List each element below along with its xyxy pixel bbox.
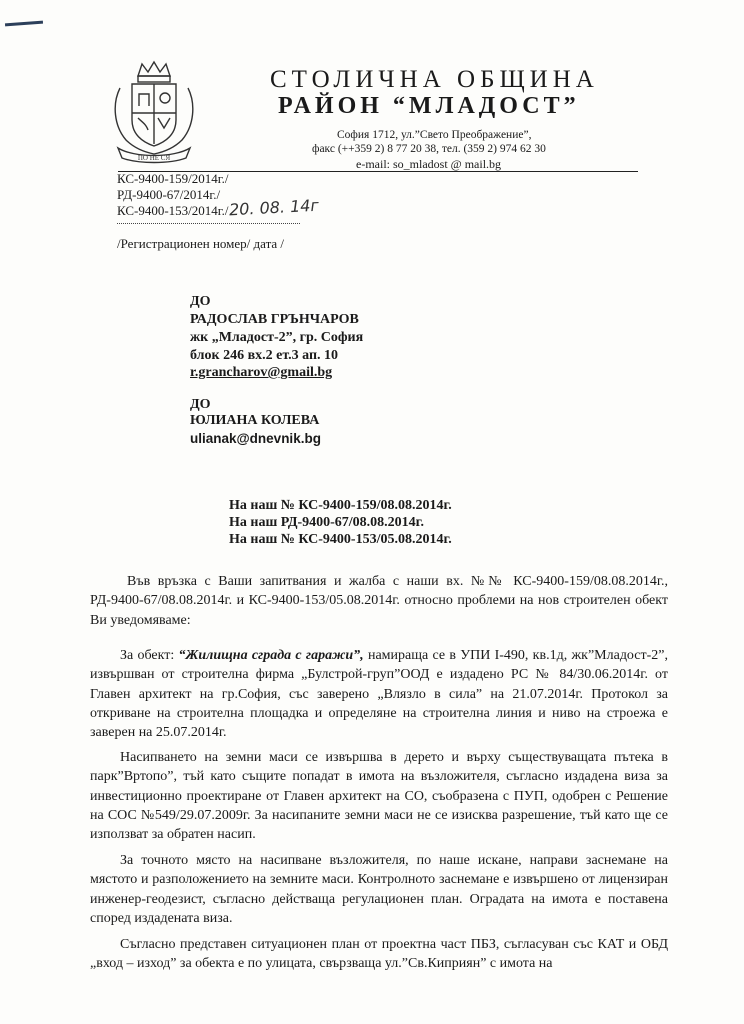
recipient-address: жк „Младост-2”, гр. София [190,330,364,345]
org-fax-phone: факс (++359 2) 8 77 20 38, тел. (359 2) 974 62 30 [312,143,546,155]
body-paragraph: Във връзка с Ваши запитвания и жалба с наши вх. №№ КС-9400-159/08.08.2014г., РД-9400-67/08.08.2014г. и КС-9400-153/05.08.2014г. относно проблеми на нов строителен обект Ви уведомяваме: [90,574,668,628]
our-reference: На наш № КС-9400-159/08.08.2014г. [229,498,452,513]
object-lead: За обект: [120,648,179,663]
org-email: e-mail: so_mladost @ mail.bg [356,157,502,171]
our-reference: На наш № КС-9400-153/05.08.2014г. [229,532,452,547]
registration-label: /Регистрационен номер/ дата / [117,236,285,251]
body-paragraph: За точното място на насипване възложителя, по наше искане, направи заснемане на мястото и разположението на земните маси. Контролното заснемане е извършено от лицензиран инженер-геодезист, съгласно действаща регулационен план. Оградата на имота е поставена според издадената виза. [90,853,668,926]
dotted-line [117,223,300,224]
recipient-email[interactable]: r.grancharov@gmail.bg [190,365,333,380]
body-paragraph: Съгласно представен ситуационен план от проектна част ПБЗ, съгласуван със КАТ и ОБД „вход – изход” за обекта е по улицата, свързваща ул.”Св.Киприян” с имота на [90,937,668,972]
body-paragraph: Насипването на земни маси се извършва в дерето и върху съществуващата пътека в парк”Вртопо”, тъй като същите попадат в имота на възложителя, съгласно издадена виза за инвестиционно проектиране от Главен архитект на СО, съобразена с ПУП, одобрен с Решение на СОС №549/29.07.2009г. За насипаните земни маси не се изисква разрешение, тъй като ще се използват за обратен насип. [90,750,668,843]
sofia-coat-of-arms-icon [108,58,200,166]
district-name: РАЙОН “МЛАДОСТ” [278,93,580,119]
org-name: СТОЛИЧНА ОБЩИНА [270,66,599,93]
body-paragraph [90,646,668,742]
recipient-name: РАДОСЛАВ ГРЪНЧАРОВ [190,312,359,327]
reference-number: КС-9400-153/2014г./ [117,203,229,218]
object-name: “Жилищна сграда с гаражи”, [178,648,364,663]
org-address: София 1712, ул.”Свето Преображение”, [337,129,532,141]
recipient-address: блок 246 вх.2 ет.3 ап. 10 [190,348,339,363]
reference-number: КС-9400-159/2014г./ [117,171,229,186]
reference-number: РД-9400-67/2014г./ [117,187,221,202]
to-label: ДО [190,294,211,309]
handwritten-date: 20. 08. 14г [228,195,320,220]
recipient-email[interactable]: ulianak@dnevnik.bg [190,431,321,446]
object-description: намираща се в УПИ I-490, кв.1д, жк”Младост-2”, извършван от строителна фирма „Булстрой-груп”ООД е издадено РС № 84/30.06.2014г. от Главен архитект на гр.София, със заверено „Влязло в сила” на 21.07.2014г. Протокол за откриване на строителна площадка и определяне на строителна линия и ниво на строежа е заверен на 25.07.2014г. [90,648,668,741]
our-reference: На наш РД-9400-67/08.08.2014г. [229,515,424,530]
recipient-name: ЮЛИАНА КОЛЕВА [190,413,320,428]
crest-motto: ПО НЕ СЯ [137,154,171,162]
to-label: ДО [190,397,211,412]
scan-mark [5,21,43,27]
